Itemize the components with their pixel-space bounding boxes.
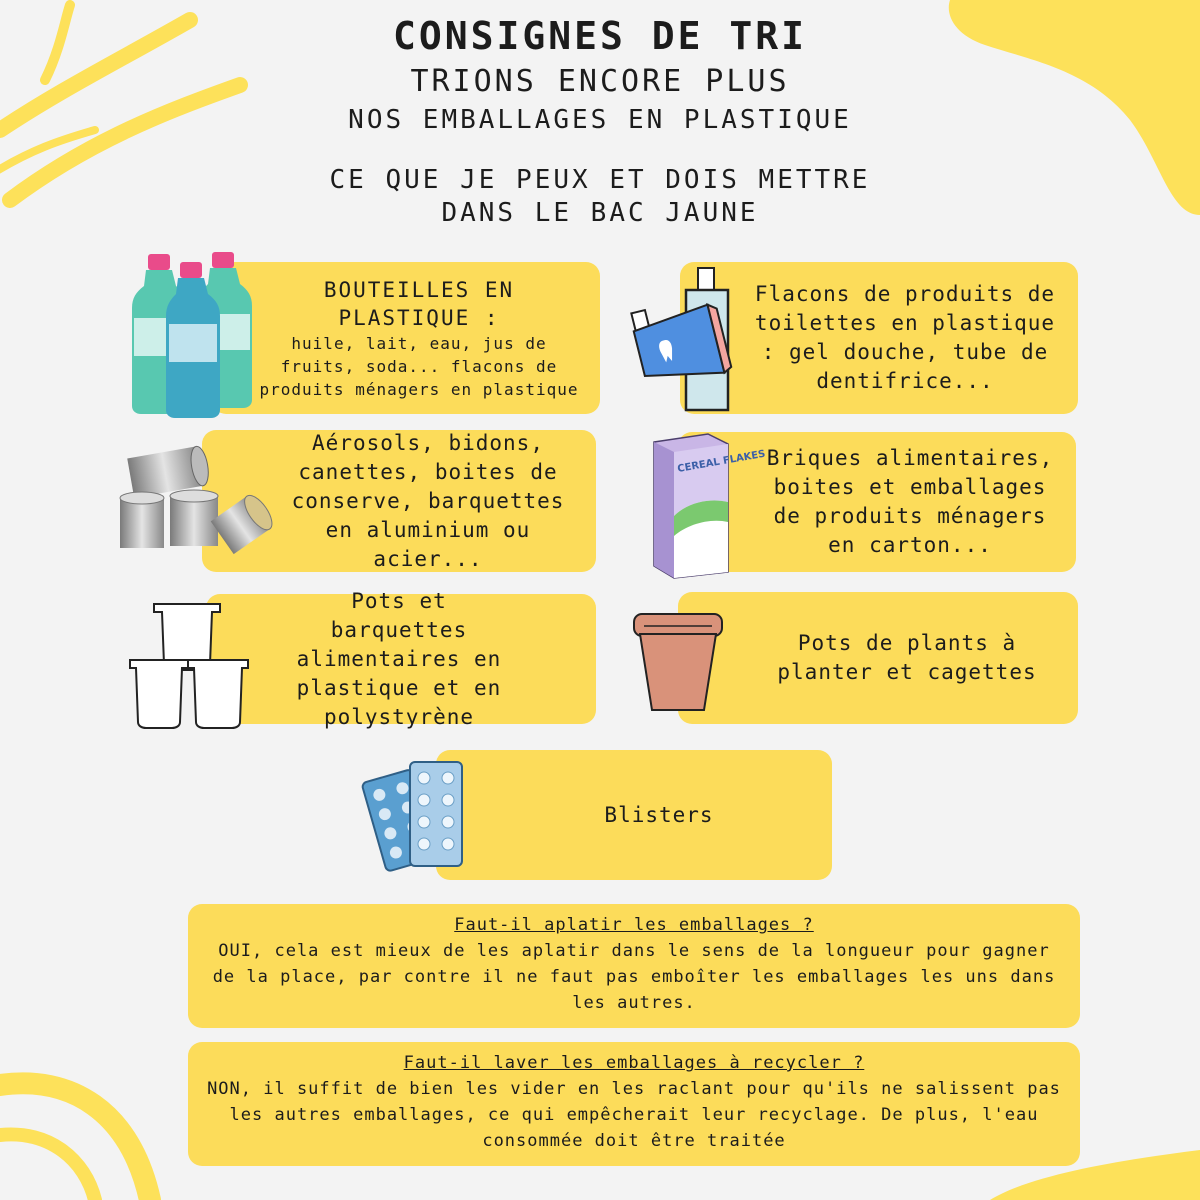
card-pots <box>206 588 596 729</box>
card-bottles-title: BOUTEILLES EN PLASTIQUE : <box>323 277 515 330</box>
toothpaste-icon <box>634 264 738 414</box>
card-cartons-text: Briques alimentaires, boites et emballages de produits ménagers en carton... <box>766 446 1054 557</box>
card-blisters-text: Blisters <box>604 802 714 827</box>
card-bottles-detail: huile, lait, eau, jus de fruits, soda... flacons de produits ménagers en plastique <box>259 333 579 399</box>
plastic-bottles-icon <box>132 248 254 420</box>
flower-pot-icon <box>630 612 726 714</box>
cereal-box-label: CEREAL FLAKES <box>676 448 767 475</box>
faq-wash-question: Faut-il laver les emballages à recycler ? <box>403 1053 865 1073</box>
card-toiletries-text: Flacons de produits de toilettes en plastique : gel douche, tube de dentifrice... <box>754 282 1056 393</box>
intro-line-1: CE QUE JE PEUX ET DOIS METTRE <box>329 165 871 195</box>
yogurt-pots-icon <box>128 598 252 732</box>
card-pots-text: Pots et barquettes alimentaires en plastique et en polystyrène <box>296 588 502 729</box>
faq-flatten-answer: OUI, cela est mieux de les aplatir dans le sens de la longueur pour gagner de la place, par contre il ne faut pas emboîter les emballages les uns dans les autres. <box>212 941 1056 1013</box>
card-blisters <box>436 750 832 880</box>
subtitle-line-2: NOS EMBALLAGES EN PLASTIQUE <box>348 105 852 135</box>
tin-cans-icon <box>116 446 276 556</box>
bottom-left-arcs <box>0 1083 150 1200</box>
blister-pack-icon <box>366 756 468 874</box>
card-metal-text: Aérosols, bidons, canettes, boites de conserve, barquettes en aluminium ou acier... <box>291 430 565 571</box>
cereal-box-icon <box>648 432 767 578</box>
faq-flatten-question: Faut-il aplatir les emballages ? <box>454 915 814 935</box>
subtitle-line-1: TRIONS ENCORE PLUS <box>410 64 790 99</box>
card-toiletries <box>680 262 1078 414</box>
card-plastic-bottles <box>212 262 600 414</box>
faq-flatten <box>188 904 1080 1028</box>
card-plant-pots <box>678 592 1078 724</box>
page-title: CONSIGNES DE TRI <box>392 14 808 58</box>
faq-wash-answer: NON, il suffit de bien les vider en les raclant pour qu'ils ne salissent pas les autres emballages, ce qui empêcherait leur recyclage. De plus, l'eau consommée doit être traitée <box>207 1079 1061 1151</box>
faq-wash <box>188 1042 1080 1166</box>
intro-line-2: DANS LE BAC JAUNE <box>441 198 759 228</box>
card-plant-pots-text: Pots de plants à planter et cagettes <box>777 631 1037 684</box>
